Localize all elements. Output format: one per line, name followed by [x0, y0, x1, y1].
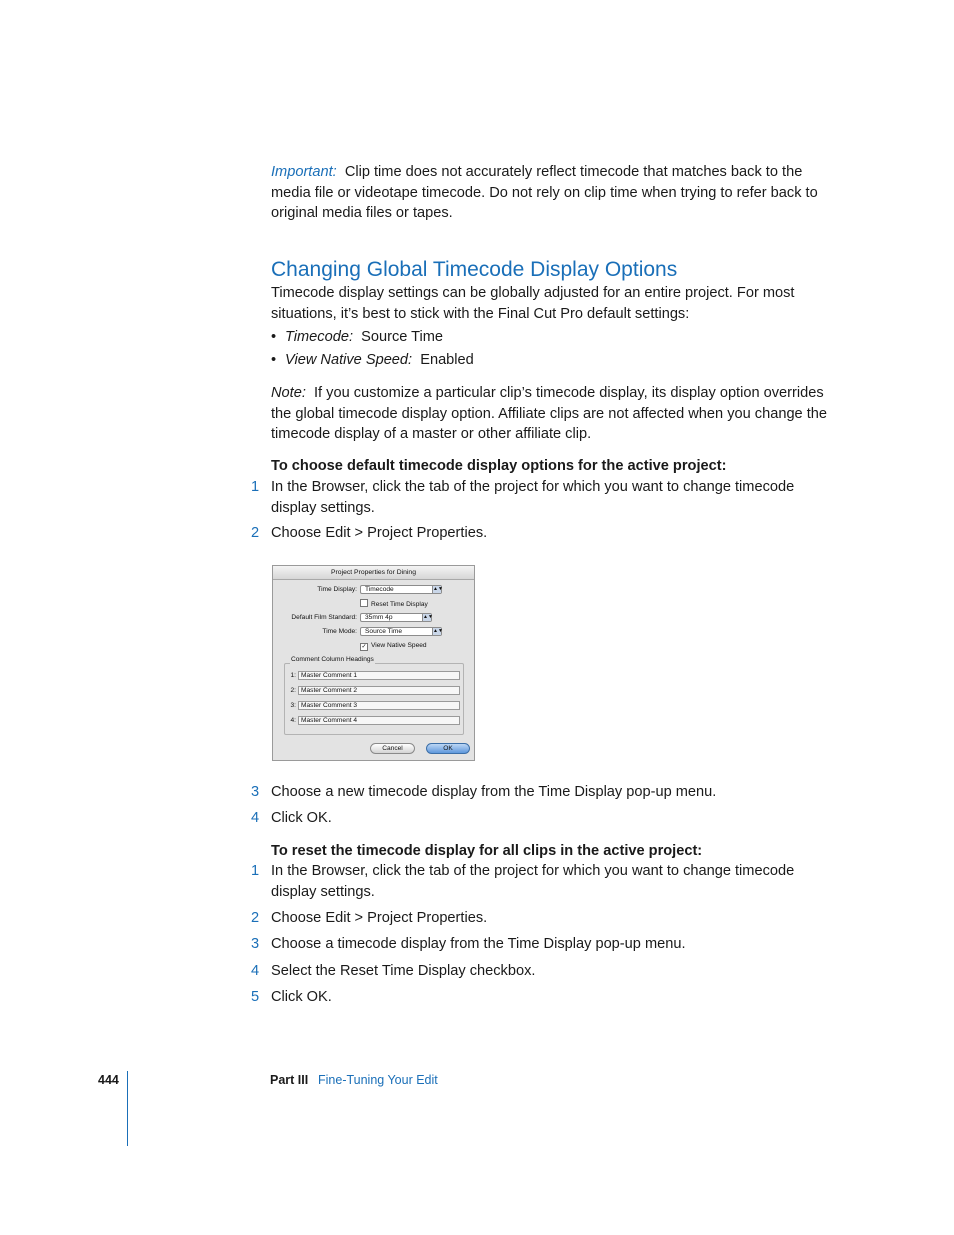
section-heading: Changing Global Timecode Display Options [271, 258, 678, 281]
checkmark-icon: ✓ [361, 644, 367, 650]
bullet-item-timecode: • Timecode: Source Time [271, 329, 444, 345]
important-label: Important: [271, 164, 337, 180]
step-text: Click OK. [271, 810, 332, 826]
view-native-speed-label: View Native Speed [371, 642, 427, 649]
bullet-term: Timecode: [285, 329, 354, 345]
checkbox-icon [360, 599, 368, 607]
reset-time-display-label: Reset Time Display [371, 601, 428, 608]
ok-button[interactable]: OK [426, 743, 470, 754]
step-number: 2 [251, 910, 260, 926]
project-properties-dialog [272, 565, 475, 761]
film-standard-popup[interactable] [360, 613, 432, 622]
step-text: Select the Reset Time Display checkbox. [271, 963, 536, 979]
step-number: 4 [251, 810, 260, 826]
step-text: In the Browser, click the tab of the project for which you want to change timecode display settings. [271, 479, 795, 516]
note-text: If you customize a particular clip’s timecode display, its display option overrides the global timecode display option. Affiliate clips are not affected when you change the timecode display of a master or other affiliate clip. [271, 385, 828, 442]
step-number: 4 [251, 963, 260, 979]
time-display-label: Time Display: [317, 586, 357, 593]
time-mode-label: Time Mode: [322, 628, 357, 635]
time-mode-popup[interactable] [360, 627, 442, 636]
note-paragraph [271, 383, 831, 445]
procedure-heading: To reset the timecode display for all clips in the active project: [271, 843, 703, 859]
time-mode-value: Source Time [365, 628, 403, 635]
step-number: 2 [251, 525, 260, 541]
bullet-item-native-speed: • View Native Speed: Enabled [271, 352, 474, 368]
popup-arrows-icon: ▲▼ [433, 586, 443, 592]
cancel-button[interactable]: Cancel [370, 743, 415, 754]
step-text: Choose Edit > Project Properties. [271, 910, 488, 926]
view-native-speed-checkbox[interactable] [360, 641, 427, 651]
step-number: 5 [251, 989, 260, 1005]
comment-row-number: 1: [290, 672, 296, 679]
comment-field[interactable]: Master Comment 2 [298, 686, 460, 695]
popup-arrows-icon: ▲▼ [433, 628, 443, 634]
comment-field[interactable]: Master Comment 4 [298, 716, 460, 725]
note-label: Note: [271, 385, 306, 401]
page-number: 444 [98, 1073, 119, 1087]
bullet-value: Source Time [361, 329, 444, 345]
step-text: In the Browser, click the tab of the project for which you want to change timecode display settings. [271, 863, 795, 900]
dialog-title: Project Properties for Dining [273, 566, 474, 580]
film-standard-value: 35mm 4p [365, 614, 393, 621]
time-display-popup[interactable] [360, 585, 442, 594]
step-text: Choose a new timecode display from the Time Display pop-up menu. [271, 784, 717, 800]
section-intro: Timecode display settings can be globally adjusted for an entire project. For most situations, it’s best to stick with the Final Cut Pro default settings: [271, 285, 795, 322]
comment-field[interactable]: Master Comment 1 [298, 671, 460, 680]
step-number: 3 [251, 936, 260, 952]
step-number: 3 [251, 784, 260, 800]
popup-arrows-icon: ▲▼ [423, 614, 433, 620]
step-number: 1 [251, 479, 260, 495]
comment-row-number: 4: [290, 717, 296, 724]
procedure-heading: To choose default timecode display options for the active project: [271, 458, 727, 474]
step-text: Click OK. [271, 989, 332, 1005]
important-text: Clip time does not accurately reflect timecode that matches back to the media file or videotape timecode. Do not rely on clip time when trying to refer back to original media files or tapes. [271, 164, 818, 221]
part-title-link[interactable]: Fine-Tuning Your Edit [318, 1073, 438, 1087]
step-text: Choose a timecode display from the Time Display pop-up menu. [271, 936, 686, 952]
step-text: Choose Edit > Project Properties. [271, 525, 488, 541]
step-number: 1 [251, 863, 260, 879]
important-paragraph [271, 162, 831, 224]
reset-time-display-checkbox[interactable] [360, 599, 428, 609]
film-standard-label: Default Film Standard: [291, 614, 357, 621]
comment-headings-label: Comment Column Headings [291, 656, 374, 663]
comment-field[interactable]: Master Comment 3 [298, 701, 460, 710]
bullet-term: View Native Speed: [285, 352, 413, 368]
comment-row-number: 2: [290, 687, 296, 694]
footer-divider [127, 1071, 128, 1146]
bullet-value: Enabled [420, 352, 474, 368]
time-display-value: Timecode [365, 586, 394, 593]
part-label: Part III [270, 1073, 309, 1087]
comment-row-number: 3: [290, 702, 296, 709]
